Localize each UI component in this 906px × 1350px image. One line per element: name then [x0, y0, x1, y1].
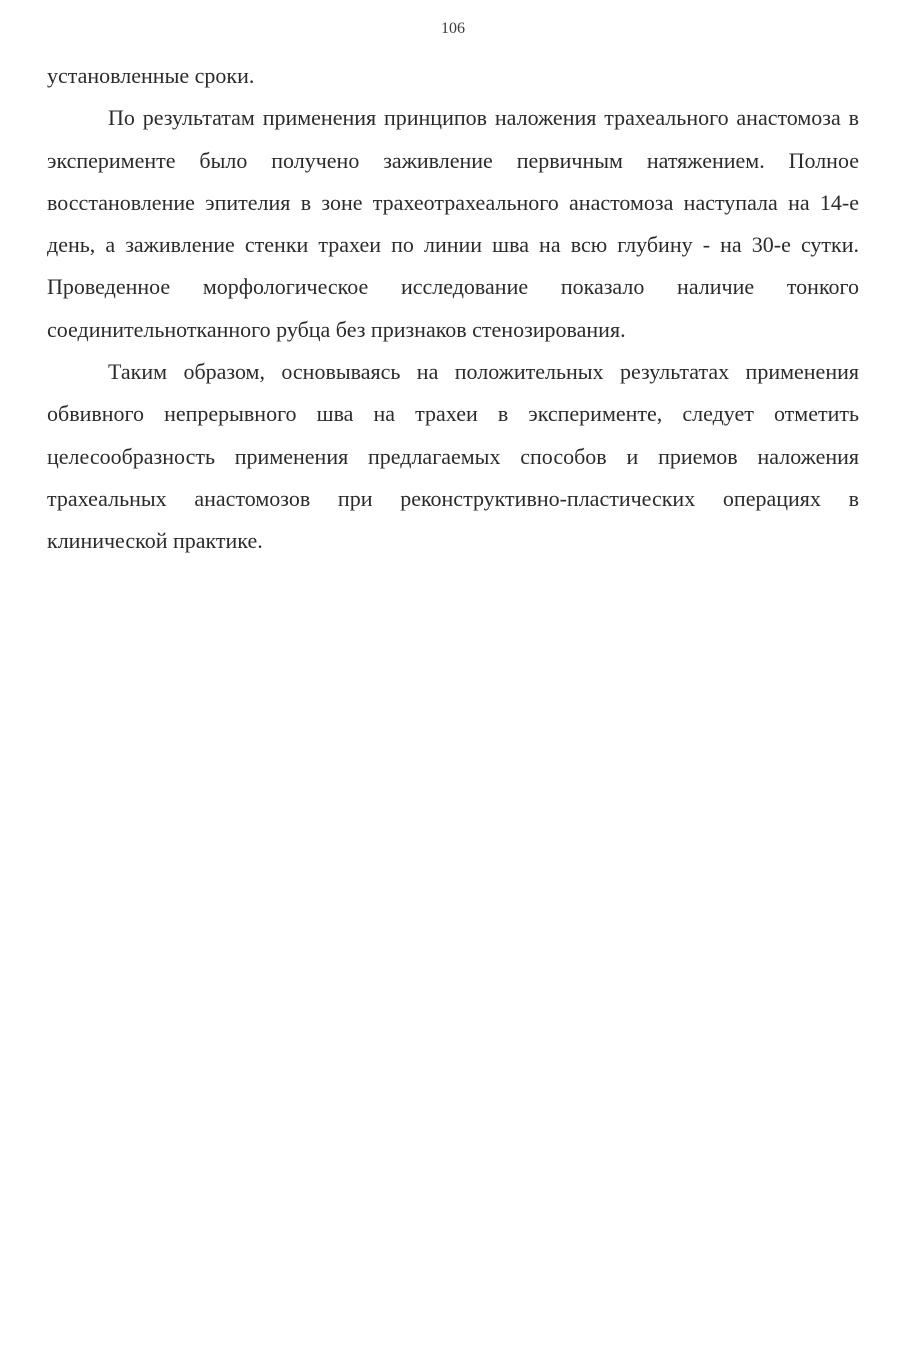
document-body [47, 55, 859, 563]
paragraph-continuation: установленные сроки. [47, 63, 255, 88]
paragraph-conclusion: Таким образом, основываясь на положительных результатах применения обвивного непрерывного шва на трахеи в эксперименте, следует отметить целесообразность применения предлагаемых способов и приемов наложения трахеальных анастомозов при реконструктивно-пластических операциях в клинической практике. [47, 359, 859, 554]
page-number: 106 [441, 20, 465, 37]
paragraph-results: По результатам применения принципов наложения трахеального анастомоза в эксперименте было получено заживление первичным натяжением. Полное восстановление эпителия в зоне трахеотрахеального анастомоза наступала на 14-е день, а заживление стенки трахеи по линии шва на всю глубину - на 30-е сутки. Проведенное морфологическое исследование показало наличие тонкого соединительнотканного рубца без признаков стенозирования. [47, 105, 859, 342]
